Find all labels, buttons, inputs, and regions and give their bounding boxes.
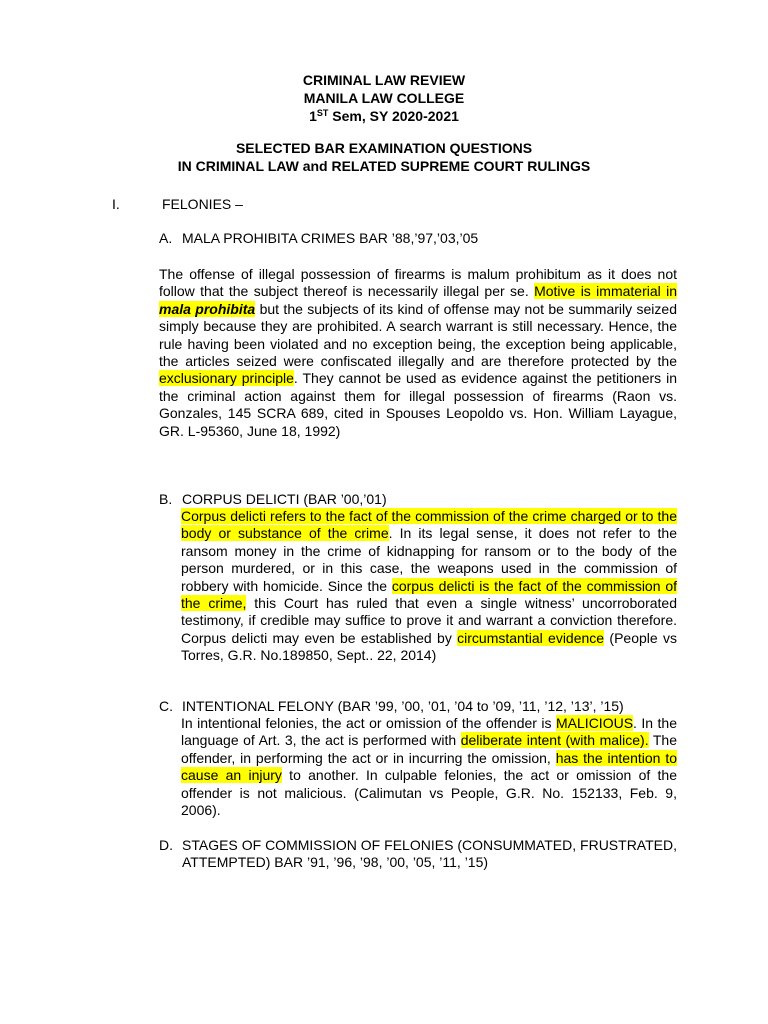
subsection-c-paragraph: In intentional felonies, the act or omission of the offender is MALICIOUS. In the language of Art. 3, the act is performed with deliberate intent (with malice). The offender, in performing the act or in incurring the omission, has the intention to cause an injury to another. In culpable felonies, the act or omission of the offender is not malicious. (Calimutan vs People, G.R. No. 152133, Feb. 9, 2006).	[181, 715, 678, 819]
header-semester: 1ST Sem, SY 2020-2021	[309, 108, 459, 124]
subsection-b-title: CORPUS DELICTI (BAR ’00,’01)	[182, 491, 387, 507]
section-title: FELONIES –	[162, 196, 243, 212]
subsection-b-label: B.	[159, 491, 173, 507]
subsection-d-title: STAGES OF COMMISSION OF FELONIES (CONSUMMATED, FRUSTRATED, ATTEMPTED) BAR ’91, ’96, ’98, ’00, ’05, ’11, ’15)	[182, 837, 677, 871]
subsection-b-paragraph: Corpus delicti refers to the fact of the commission of the crime charged or to the body or substance of the crime. In its legal sense, it does not refer to the ransom money in the crime of kidnapping for ransom or to the body of the person murdered, or in this case, the weapons used in the commission of robbery with homicide. Since the corpus delicti is the fact of the commission of the crime, this Court has ruled that even a single witness’ uncorroborated testimony, if credible may suffice to prove it and warrant a conviction therefore. Corpus delicti may even be established by circumstantial evidence (People vs Torres, G.R. No.189850, Sept.. 22, 2014)	[181, 508, 678, 664]
subsection-a-paragraph: The offense of illegal possession of firearms is malum prohibitum as it does not follow that the subject thereof is necessarily illegal per se. Motive is immaterial in mala prohibita but the subjects of its kind of offense may not be summarily seized simply because they are prohibited. A search warrant is still necessary. Hence, the rule having been violated and no exception being, the exception being applicable, the articles seized were confiscated illegally and are therefore protected by the exclusionary principle. They cannot be used as evidence against the petitioners in the criminal action against them for illegal possession of firearms (Raon vs. Gonzales, 145 SCRA 689, cited in Spouses Leopoldo vs. Hon. William Layague, GR. L-95360, June 18, 1992)	[159, 266, 678, 439]
subsection-a-title: MALA PROHIBITA CRIMES BAR ’88,’97,’03,’05	[182, 230, 479, 246]
highlight-exclusionary: exclusionary principle	[159, 370, 294, 387]
document-subtitle	[0, 139, 768, 175]
highlight-circumstantial: circumstantial evidence	[457, 629, 605, 646]
subsection-c-label: C.	[159, 698, 173, 714]
document-header	[0, 71, 768, 125]
subsection-a-label: A.	[159, 230, 173, 246]
section-numeral: I.	[112, 196, 120, 212]
subsection-c-title: INTENTIONAL FELONY (BAR ’99, ’00, ’01, ’04 to ’09, ’11, ’12, ’13’, ’15)	[182, 698, 624, 714]
subtitle-line-2: IN CRIMINAL LAW and RELATED SUPREME COURT RULINGS	[177, 158, 591, 174]
highlight-motive: Motive is immaterial in mala prohibita	[159, 283, 678, 317]
highlight-intention-injury: has the intention to cause an injury	[181, 749, 677, 784]
highlight-deliberate-intent: deliberate intent (with malice).	[460, 732, 649, 749]
highlight-corpus-definition: Corpus delicti refers to the fact of the commission of the crime charged or to the body or substance of the crime	[181, 508, 677, 542]
highlight-malicious: MALICIOUS	[556, 715, 634, 731]
highlight-corpus-fact: corpus delicti is the fact of the commission of the crime,	[181, 577, 677, 612]
subtitle-line-1: SELECTED BAR EXAMINATION QUESTIONS	[235, 140, 533, 156]
header-school: MANILA LAW COLLEGE	[303, 90, 465, 106]
subsection-d-label: D.	[159, 837, 173, 853]
header-course: CRIMINAL LAW REVIEW	[302, 72, 466, 88]
